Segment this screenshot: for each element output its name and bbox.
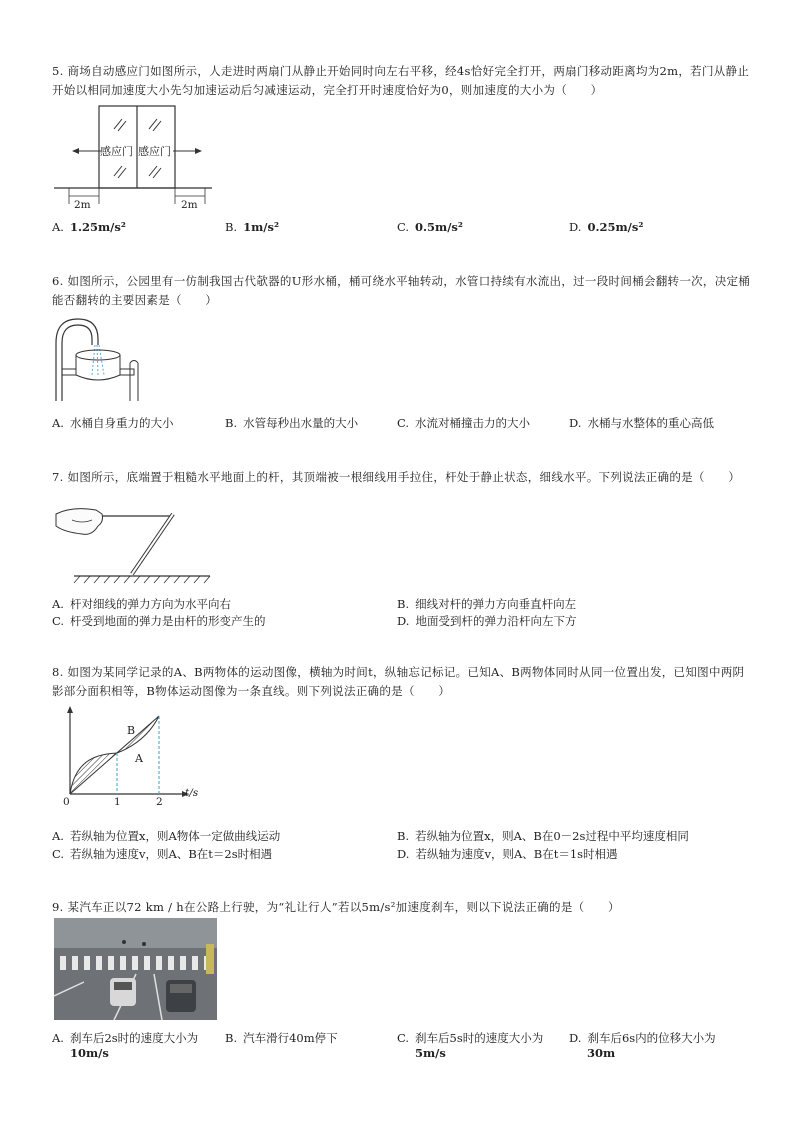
option-b[interactable]: B. 细线对杆的弹力方向垂直杆向左 [397,597,577,611]
left-door-label: 感应门 [100,145,133,158]
option-a[interactable]: A. 若纵轴为位置x，则A物体一定做曲线运动 [52,829,281,843]
option-c[interactable]: C. 0.5m/s² [397,220,463,234]
option-a[interactable]: A. 1.25m/s² [52,220,126,234]
option-d[interactable]: D. 地面受到杆的弹力沿杆向左下方 [397,614,577,628]
option-b[interactable]: B. 水管每秒出水量的大小 [225,416,359,430]
traffic-photo [54,918,217,1020]
question-5-text: 5. 商场自动感应门如图所示，人走进时两扇门从静止开始同时向左右平移，经4s恰好完全打开，两扇门移动距离均为2m，若门从静止开始以相同加速度大小先匀加速运动后匀减速运动，完全打开时速度恰好为0，则加速度的大小为（ ） [52,64,750,97]
origin-label: 0 [63,796,70,808]
line-b-label: B [127,724,136,737]
question-8-text: 8. 如图为某同学记录的A、B两物体的运动图像，横轴为时间t，纵轴忘记标记。已知A、B两物体同时从同一位置出发，已知图中两阴影部分面积相等，B物体运动图像为一条直线。则下列说法正确的是（ ） [52,665,745,698]
option-a[interactable]: A. 杆对细线的弹力方向为水平向右 [52,597,231,611]
option-b[interactable]: B. 1m/s² [225,220,279,234]
option-c[interactable]: C. 刹车后5s时的速度大小为 5m/s [397,1031,544,1060]
sliding-door-figure [52,104,217,212]
tick-2-label: 2 [156,796,163,808]
option-d[interactable]: D. 刹车后6s内的位移大小为 30m [569,1031,716,1060]
question-7 [52,468,752,487]
option-d[interactable]: D. 若纵轴为速度v，则A、B在t＝1s时相遇 [397,847,618,861]
axis-t-label: t/s [185,787,199,799]
option-b[interactable]: B. 汽车滑行40m停下 [225,1031,338,1045]
question-7-text: 7. 如图所示，底端置于粗糙水平地面上的杆，其顶端被一根细线用手拉住，杆处于静止状态，细线水平。下列说法正确的是（ ） [52,470,741,484]
left-distance-label: 2m [74,199,91,211]
option-a[interactable]: A. 水桶自身重力的大小 [52,416,174,430]
right-door-label: 感应门 [138,145,171,158]
question-5 [52,62,752,100]
question-6 [52,272,752,310]
curve-a-label: A [135,752,143,765]
question-8 [52,663,752,701]
question-6-text: 6. 如图所示，公园里有一仿制我国古代欹器的U形水桶，桶可绕水平轴转动，水管口持续有水流出，过一段时间桶会翻转一次，决定桶能否翻转的主要因素是（ ） [52,274,751,307]
rod-string-figure [52,502,214,586]
option-d[interactable]: D. 水桶与水整体的重心高低 [569,416,714,430]
question-9 [52,898,752,917]
water-bucket-figure [52,313,144,405]
option-c[interactable]: C. 杆受到地面的弹力是由杆的形变产生的 [52,614,266,628]
option-c[interactable]: C. 若纵轴为速度v，则A、B在t＝2s时相遇 [52,847,273,861]
option-d[interactable]: D. 0.25m/s² [569,220,644,234]
right-distance-label: 2m [181,199,198,211]
option-c[interactable]: C. 水流对桶撞击力的大小 [397,416,531,430]
tick-1-label: 1 [114,796,121,808]
motion-graph-figure [55,706,205,808]
option-a[interactable]: A. 刹车后2s时的速度大小为 10m/s [52,1031,199,1060]
road-crosswalk-image [54,918,217,1020]
option-b[interactable]: B. 若纵轴为位置x，则A、B在0－2s过程中平均速度相同 [397,829,689,843]
question-9-text: 9. 某汽车正以72 km / h在公路上行驶，为“礼让行人”若以5m/s²加速度刹车，则以下说法正确的是（ ） [52,900,620,914]
